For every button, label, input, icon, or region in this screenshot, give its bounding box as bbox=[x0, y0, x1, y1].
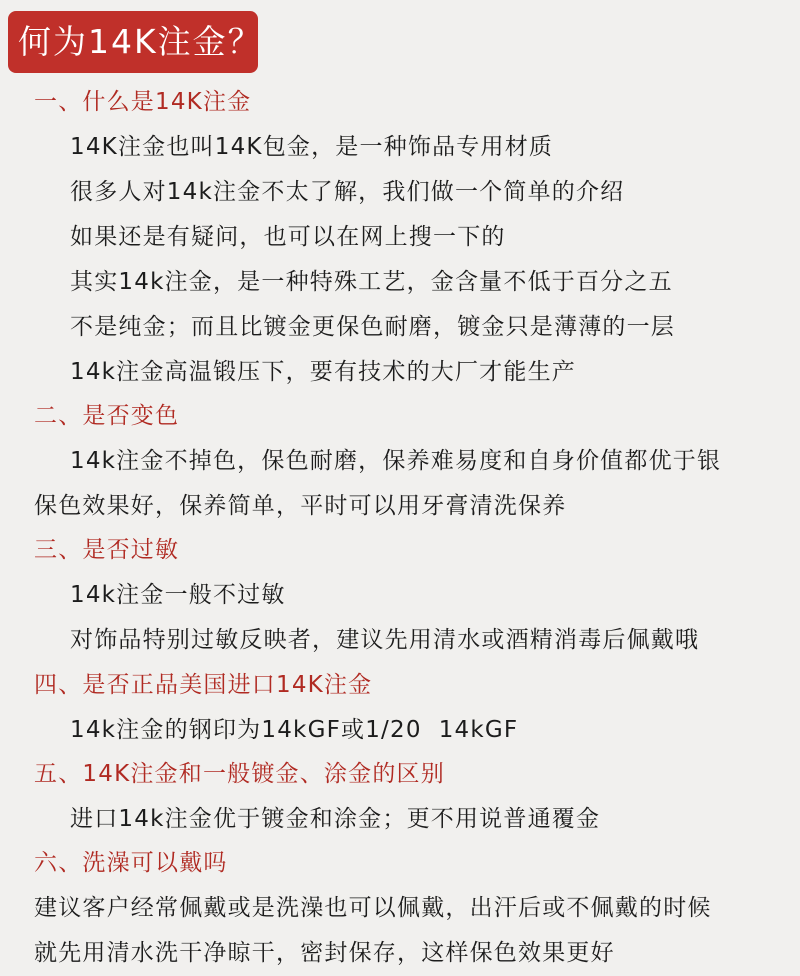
section-heading-6: 六、洗澡可以戴吗 bbox=[34, 850, 228, 876]
section-1-line-2: 很多人对14k注金不太了解，我们做一个简单的介绍 bbox=[70, 179, 625, 205]
section-6-line-2: 就先用清水洗干净晾干，密封保存，这样保色效果更好 bbox=[34, 940, 615, 966]
section-4-line-1: 14k注金的钢印为14kGF或1/20 14kGF bbox=[70, 717, 519, 743]
section-heading-4: 四、是否正品美国进口14K注金 bbox=[34, 672, 373, 698]
section-6-line-1: 建议客户经常佩戴或是洗澡也可以佩戴，出汗后或不佩戴的时候 bbox=[34, 895, 712, 921]
section-2-line-2: 保色效果好，保养简单，平时可以用牙膏清洗保养 bbox=[34, 493, 567, 519]
section-heading-2: 二、是否变色 bbox=[34, 403, 180, 429]
section-5-line-1: 进口14k注金优于镀金和涂金；更不用说普通覆金 bbox=[70, 806, 601, 832]
page-title: 何为14K注金？ bbox=[8, 11, 258, 73]
section-3-line-2: 对饰品特别过敏反映者，建议先用清水或酒精消毒后佩戴哦 bbox=[70, 627, 700, 653]
section-heading-3: 三、是否过敏 bbox=[34, 537, 180, 563]
section-1-line-5: 不是纯金；而且比镀金更保色耐磨，镀金只是薄薄的一层 bbox=[70, 314, 675, 340]
section-1-line-4: 其实14k注金，是一种特殊工艺，金含量不低于百分之五 bbox=[70, 269, 673, 295]
section-3-line-1: 14k注金一般不过敏 bbox=[70, 582, 286, 608]
section-heading-1: 一、什么是14K注金 bbox=[34, 89, 252, 115]
section-1-line-6: 14k注金高温锻压下，要有技术的大厂才能生产 bbox=[70, 359, 576, 385]
section-heading-5: 五、14K注金和一般镀金、涂金的区别 bbox=[34, 761, 445, 787]
section-1-line-3: 如果还是有疑问，也可以在网上搜一下的 bbox=[70, 224, 506, 250]
section-2-line-1: 14k注金不掉色，保色耐磨，保养难易度和自身价值都优于银 bbox=[70, 448, 722, 474]
section-1-line-1: 14K注金也叫14K包金，是一种饰品专用材质 bbox=[70, 134, 554, 160]
